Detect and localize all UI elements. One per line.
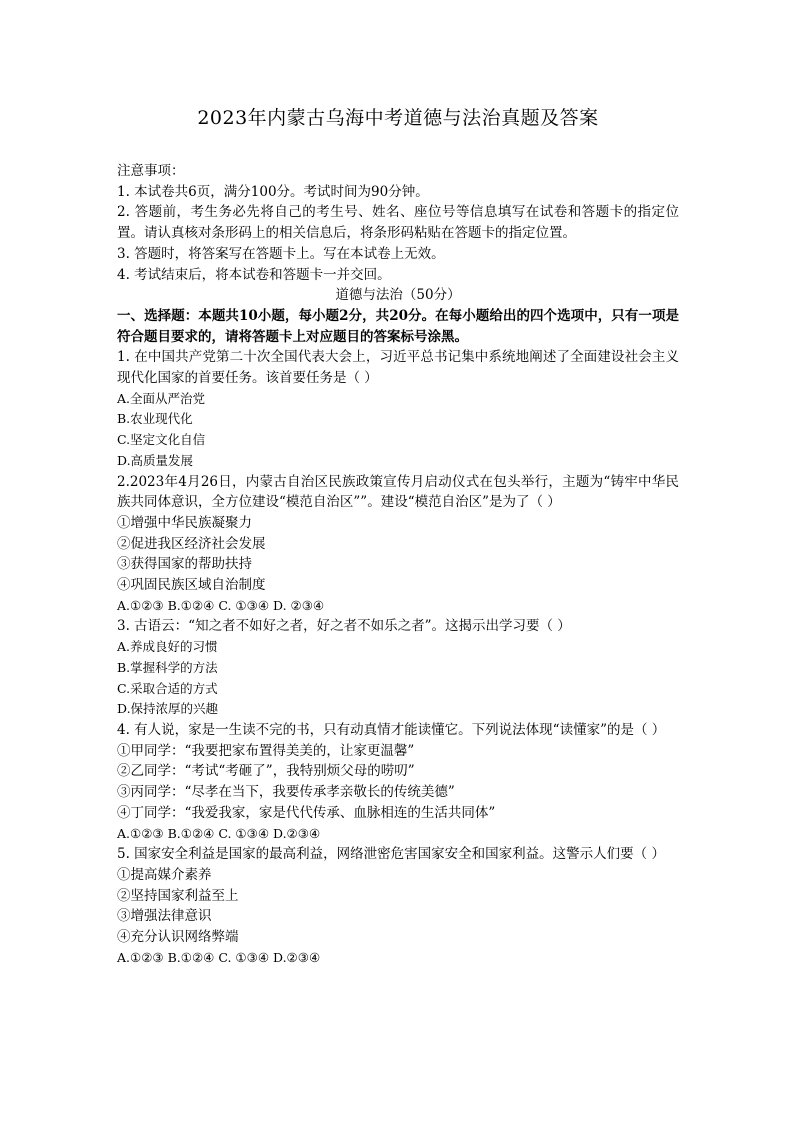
statement-1: ①增强中华民族凝聚力 xyxy=(117,514,252,531)
question-3 xyxy=(117,616,679,720)
answer-choices: A.①②③ B.①②④ C. ①③④ D.②③④ xyxy=(117,949,321,965)
notice-item: 3. 答题时，将答案写在答题卡上。写在本试卷上无效。 xyxy=(117,245,445,262)
statement-3: ③增强法律意识 xyxy=(117,908,212,925)
question-2 xyxy=(117,472,679,617)
page-title: 2023年内蒙古乌海中考道德与法治真题及答案 xyxy=(197,107,599,129)
statement-4: ④巩固民族区域自治制度 xyxy=(117,577,266,594)
answer-choices: A.①②③ B.①②④ C. ①③④ D. ②③④ xyxy=(117,597,325,613)
statement-2: ②坚持国家利益至上 xyxy=(117,887,239,904)
exam-page xyxy=(117,105,679,968)
statement-2: ②促进我区经济社会发展 xyxy=(117,535,266,552)
question-4 xyxy=(117,720,679,844)
option-d: D.高质量发展 xyxy=(117,452,194,468)
section-title: 道德与法治（50分） xyxy=(335,287,461,304)
statement-4: ④丁同学：“我爱我家，家是代代传承、血脉相连的生活共同体” xyxy=(117,804,496,821)
option-a: A.养成良好的习惯 xyxy=(117,639,218,655)
option-a: A.全面从严治党 xyxy=(117,390,206,406)
statement-4: ④充分认识网络弊端 xyxy=(117,929,239,946)
question-stem: 4. 有人说，家是一生读不完的书，只有动真情才能读懂它。下列说法体现“读懂家”的是（ ） xyxy=(117,721,666,738)
question-stem: 3. 古语云：“知之者不如好之者，好之者不如乐之者”。这揭示出学习要（ ） xyxy=(117,618,571,635)
option-d: D.保持浓厚的兴趣 xyxy=(117,701,219,717)
notice-heading: 注意事项： xyxy=(117,163,185,179)
question-stem: 2.2023年4月26日，内蒙古自治区民族政策宣传月启动仪式在包头举行，主题为“铸牢中华民族共同体意识，全方位建设“模范自治区””。建设“模范自治区”是为了（ ） xyxy=(117,473,679,511)
statement-2: ②乙同学：“考试“考砸了”，我特别烦父母的唠叨” xyxy=(117,763,415,780)
question-1 xyxy=(117,347,679,471)
answer-choices: A.①②③ B.①②④ C. ①③④ D.②③④ xyxy=(117,825,321,841)
notice-section xyxy=(117,161,679,285)
question-stem: 1. 在中国共产党第二十次全国代表大会上，习近平总书记集中系统地阐述了全面建设社会主义现代化国家的首要任务。该首要任务是（ ） xyxy=(117,349,679,387)
statement-1: ①甲同学：“我要把家布置得美美的，让家更温馨” xyxy=(117,742,415,759)
question-5 xyxy=(117,844,679,968)
notice-item: 1. 本试卷共6页，满分100分。考试时间为90分钟。 xyxy=(117,183,429,200)
part1-heading: 一、选择题：本题共10小题，每小题2分，共20分。在每小题给出的四个选项中，只有一项是符合题目要求的，请将答题卡上对应题目的答案标号涂黑。 xyxy=(117,307,679,345)
notice-item: 4. 考试结束后，将本试卷和答题卡一并交回。 xyxy=(117,266,391,283)
option-c: C.坚定文化自信 xyxy=(117,432,206,448)
option-c: C.采取合适的方式 xyxy=(117,680,218,696)
statement-3: ③丙同学：“尽孝在当下，我要传承孝亲敬长的传统美德” xyxy=(117,784,455,801)
option-b: B.农业现代化 xyxy=(117,411,193,427)
question-stem: 5. 国家安全利益是国家的最高利益，网络泄密危害国家安全和国家利益。这警示人们要（ ） xyxy=(117,846,665,863)
notice-item: 2. 答题前，考生务必先将自己的考生号、姓名、座位号等信息填写在试卷和答题卡的指定位置。请认真核对条形码上的相关信息后，将条形码粘贴在答题卡的指定位置。 xyxy=(117,204,679,242)
statement-3: ③获得国家的帮助扶持 xyxy=(117,556,252,573)
option-b: B.掌握科学的方法 xyxy=(117,659,218,675)
statement-1: ①提高媒介素养 xyxy=(117,866,212,883)
